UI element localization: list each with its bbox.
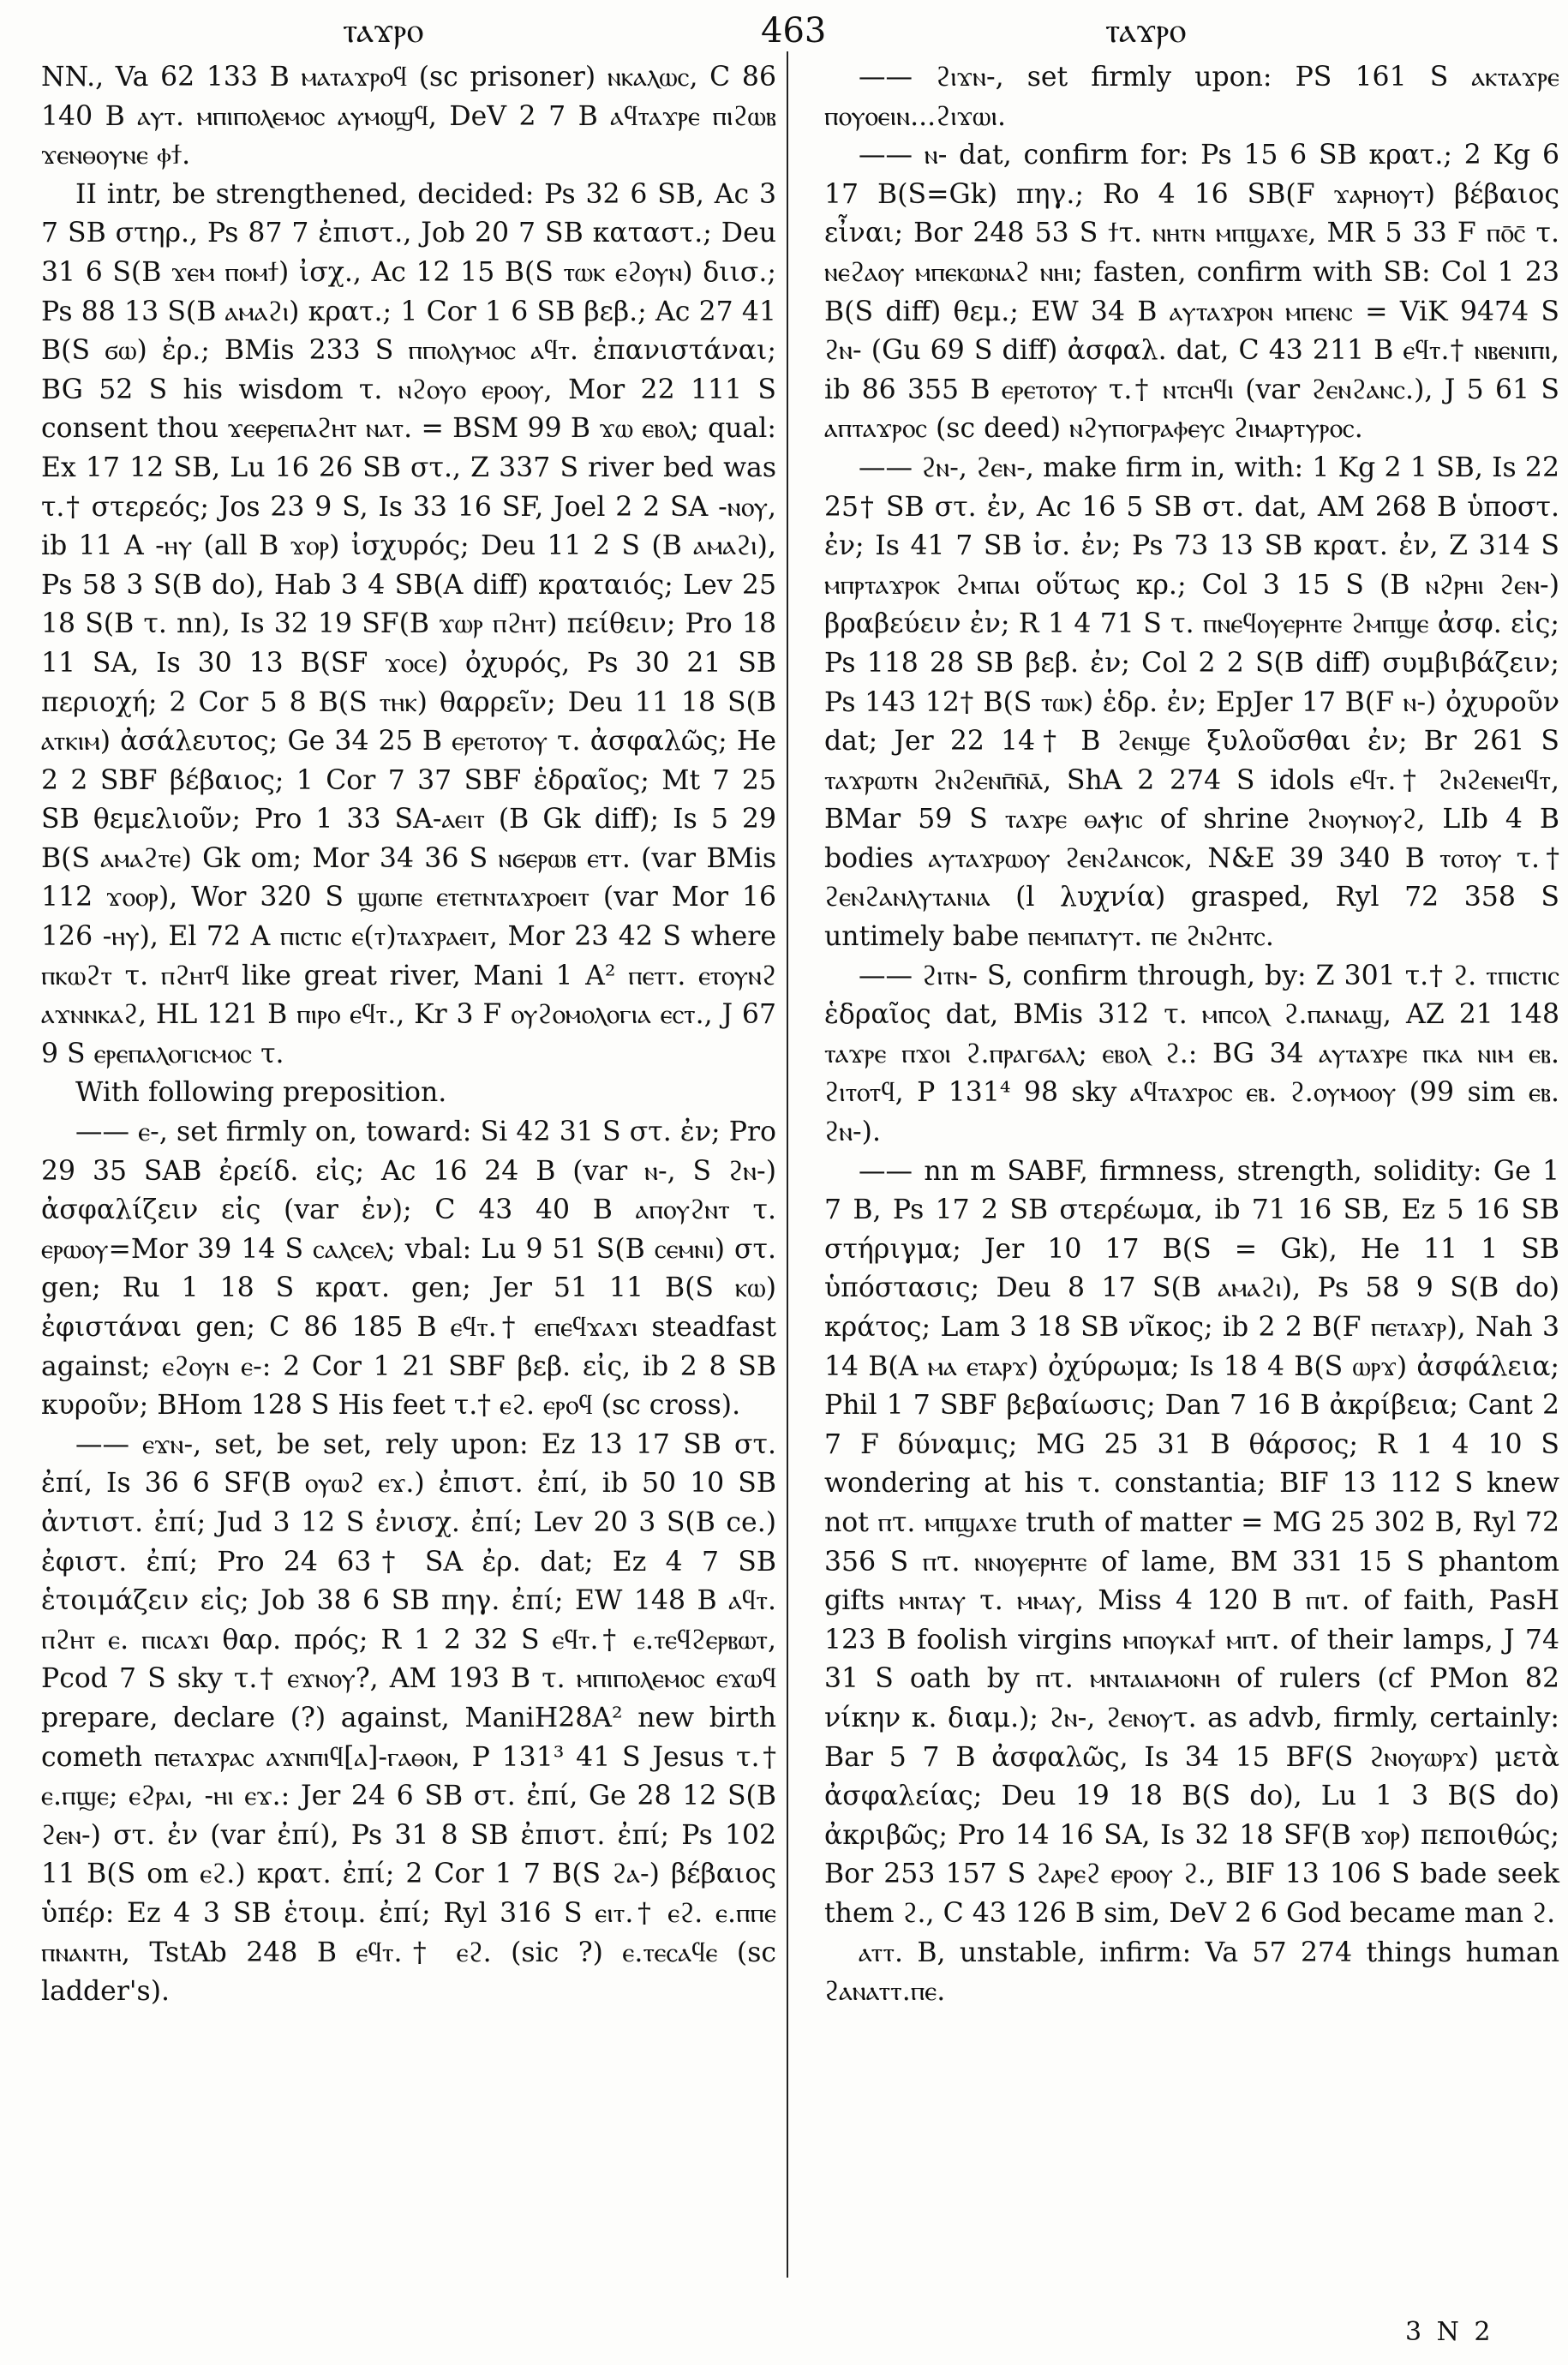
left-column [41, 58, 776, 2012]
right-column [824, 58, 1559, 2012]
entry-paragraph: —— ϩⲓϫⲛ-, set firmly upon: PS 161 S ⲁⲕⲧⲁϫⲣⲉ ⲡⲟⲩⲟⲉⲓⲛ...ϩⲓϫⲱⲓ. [824, 62, 1559, 132]
entry-paragraph: NN., Va 62 133 B ⲙⲁⲧⲁϫⲣⲟϥ (sc prisoner) ⲛⲕⲁⲗⲱⲥ, C 86 140 B ⲁⲩⲧ. ⲙⲡⲓⲡⲟⲗⲉⲙⲟⲥ ⲁⲩⲙⲟϣϥ, DeV 2 7 B ⲁϥⲧⲁϫⲣⲉ ⲡⲓϩⲱⲃ ϫⲉⲛⲑⲟⲩⲛⲉ ⲫϯ. [41, 62, 776, 171]
running-head-right: ⲧⲁϫⲣⲟ [1105, 11, 1186, 51]
running-head-left: ⲧⲁϫⲣⲟ [343, 11, 423, 51]
entry-paragraph: —— ⲛ- dat, confirm for: Ps 15 6 SB κρατ.; 2 Kg 6 17 B(S=Gk) πηγ.; Ro 4 16 SB(F ϫⲁⲣⲏⲟⲩⲧ) βέβαιος εἶναι; Bor 248 53 S ϯτ. ⲛⲏⲧⲛ ⲙⲡϣⲁϫⲉ, MR 5 33 F ⲡⲟ̄ⲥ̄ τ. ⲛⲉϩⲁⲟⲩ ⲙⲡⲉⲕⲱⲛⲁϩ ⲛⲏⲓ; fasten, confirm with SB: Col 1 23 B(S diff) θεμ.; EW 34 B ⲁⲩⲧⲁϫⲣⲟⲛ ⲙⲡⲉⲛⲥ = ViK 9474 S ϩⲛ- (Gu 69 S diff) ἀσφαλ. dat, C 43 211 B ⲉϥⲧ.† ⲛⲃⲉⲛⲓⲡⲓ, ib 86 355 B ⲉⲣⲉⲧⲟⲧⲟⲩ τ.† ⲛⲧⲥⲏϥⲓ (var ϩⲉⲛϩⲁⲛⲥ.), J 5 61 S ⲁⲡⲧⲁϫⲣⲟⲥ (sc deed) ⲛϩⲩⲡⲟⲅⲣⲁⲫⲉⲩⲥ ϩⲓⲙⲁⲣⲧⲩⲣⲟⲥ. [824, 140, 1559, 445]
entry-paragraph: —— ⲉ-, set firmly on, toward: Si 42 31 S στ. ἐν; Pro 29 35 SAB ἐρείδ. εἰς; Ac 16 24 B (var ⲛ-, S ϩⲛ-) ἀσφαλίζειν εἰς (var ἐν); C 43 40 B ⲁⲡⲟⲩϩⲛⲧ τ. ⲉⲣⲱⲟⲩ=Mor 39 14 S ⲥⲁⲗⲥⲉⲗ; vbal: Lu 9 51 S(B ⲥⲉⲙⲛⲓ) στ. gen; Ru 1 18 S κρατ. gen; Jer 51 11 B(S ⲕⲱ) ἐφιστάναι gen; C 86 185 B ⲉϥⲧ.† ⲉⲡⲉϥϫⲁϫⲓ steadfast against; ⲉϩⲟⲩⲛ ⲉ-: 2 Cor 1 21 SBF βεβ. εἰς, ib 2 8 SB κυροῦν; BHom 128 S His feet τ.† ⲉϩ. ⲉⲣⲟϥ (sc cross). [41, 1117, 776, 1422]
entry-paragraph: —— ⲉϫⲛ-, set, be set, rely upon: Ez 13 17 SB στ. ἐπί, Is 36 6 SF(B ⲟⲩⲱϩ ⲉϫ.) ἐπιστ. ἐπί, ib 50 10 SB ἀντιστ. ἐπί; Jud 3 12 S ἐνισχ. ἐπί; Lev 20 3 S(B ce.) ἐφιστ. ἐπί; Pro 24 63† SA ἐρ. dat; Ez 4 7 SB ἑτοιμάζειν εἰς; Job 38 6 SB πηγ. ἐπί; EW 148 B ⲁϥⲧ. ⲡϩⲏⲧ ⲉ. ⲡⲓⲥⲁϫⲓ θαρ. πρός; R 1 2 32 S ⲉϥⲧ.† ⲉ.ⲧⲉϥϩⲉⲣⲃⲱⲧ, Pcod 7 S sky τ.† ⲉϫⲛⲟⲩ?, AM 193 B τ. ⲙⲡⲓⲡⲟⲗⲉⲙⲟⲥ ⲉϫⲱϥ prepare, declare (?) against, ManiH28A² new birth cometh ⲡⲉⲧⲁϫⲣⲁⲥ ⲁϫⲛⲡⲓϥ[ⲁ]-ⲅⲁⲑⲟⲛ, P 131³ 41 S Jesus τ.† ⲉ.ⲡϣⲉ; ⲉϩⲣⲁⲓ, -ⲏⲓ ⲉϫ.: Jer 24 6 SB στ. ἐπί, Ge 28 12 S(B ϩⲉⲛ-) στ. ἐν (var ἐπί), Ps 31 8 SB ἐπιστ. ἐπί; Ps 102 11 B(S om ⲉϩ.) κρατ. ἐπί; 2 Cor 1 7 B(S ϩⲁ-) βέβαιος ὑπέρ: Ez 4 3 SB ἑτοιμ. ἐπί; Ryl 316 S ⲉⲓⲧ.† ⲉϩ. ⲉ.ⲡⲡⲉ ⲡⲛⲁⲛⲧⲏ, TstAb 248 B ⲉϥⲧ.† ⲉϩ. (sic ?) ⲉ.ⲧⲉⲥⲁϥⲉ (sc ladder's). [41, 1428, 776, 2008]
signature-mark: 3 N 2 [1405, 2317, 1494, 2347]
entry-paragraph: ⲁⲧⲧ. B, unstable, infirm: Va 57 274 things human ϩⲁⲛⲁⲧⲧ.ⲡⲉ. [824, 1937, 1559, 2008]
entry-paragraph: II intr, be strengthened, decided: Ps 32 6 SB, Ac 3 7 SB στηρ., Ps 87 7 ἐπιστ., Job 20 7 SB καταστ.; Deu 31 6 S(B ϫⲉⲙ ⲡⲟⲙϯ) ἰσχ., Ac 12 15 B(S ⲧⲱⲕ ⲉϩⲟⲩⲛ) διισ.; Ps 88 13 S(B ⲁⲙⲁϩⲓ) κρατ.; 1 Cor 1 6 SB βεβ.; Ac 27 41 B(S ϭⲱ) ἐρ.; BMis 233 S ⲡⲡⲟⲗⲩⲙⲟⲥ ⲁϥⲧ. ἐπανιστάναι; BG 52 S his wisdom τ. ⲛϩⲟⲩⲟ ⲉⲣⲟⲟⲩ, Mor 22 111 S consent thou ϫⲉⲉⲣⲉⲡⲁϩⲏⲧ ⲛⲁⲧ. = BSM 99 B ϫⲱ ⲉⲃⲟⲗ; qual: Ex 17 12 SB, Lu 16 26 SB στ., Z 337 S river bed was τ.† στερεός; Jos 23 9 S, Is 33 16 SF, Joel 2 2 SA -ⲛⲟⲩ, ib 11 A -ⲏⲩ (all B ϫⲟⲣ) ἰσχυρός; Deu 11 2 S (B ⲁⲙⲁϩⲓ), Ps 58 3 S(B do), Hab 3 4 SB(A diff) κραταιός; Lev 25 18 S(B τ. nn), Is 32 19 SF(B ϫⲱⲣ ⲡϩⲏⲧ) πείθειν; Pro 18 11 SA, Is 30 13 B(SF ϫⲟⲥⲉ) ὀχυρός, Ps 30 21 SB περιοχή; 2 Cor 5 8 B(S ⲧⲏⲕ) θαρρεῖν; Deu 11 18 S(B ⲁⲧⲕⲓⲙ) ἀσάλευτος; Ge 34 25 B ⲉⲣⲉⲧⲟⲧⲟⲩ τ. ἀσφαλῶς; He 2 2 SBF βέβαιος; 1 Cor 7 37 SBF ἑδραῖος; Mt 7 25 SB θεμελιοῦν; Pro 1 33 SA-ⲁⲉⲓⲧ (B Gk diff); Is 5 29 B(S ⲁⲙⲁϩⲧⲉ) Gk om; Mor 34 36 S ⲛϭⲉⲣⲱⲃ ⲉⲧⲧ. (var BMis 112 ϫⲟⲟⲣ), Wor 320 S ϣⲱⲡⲉ ⲉⲧⲉⲧⲛⲧⲁϫⲣⲟⲉⲓⲧ (var Mor 16 126 -ⲏⲩ), El 72 A ⲡⲓⲥⲧⲓⲥ ⲉ(ⲧ)ⲧⲁϫⲣⲁⲉⲓⲧ, Mor 23 42 S where ⲡⲕⲱϩⲧ τ. ⲡϩⲏⲧϥ like great river, Mani 1 A² ⲡⲉⲧⲧ. ⲉⲧⲟⲩⲛϩ ⲁϫⲛⲛⲕⲁϩ, HL 121 B ⲡⲓⲣⲟ ⲉϥⲧ., Kr 3 F ⲟⲩϩⲟⲙⲟⲗⲟⲅⲓⲁ ⲉⲥⲧ., J 67 9 S ⲉⲣⲉⲡⲁⲗⲟⲅⲓⲥⲙⲟⲥ τ. [41, 178, 776, 1069]
entry-paragraph: —— ϩⲛ-, ϩⲉⲛ-, make firm in, with: 1 Kg 2 1 SB, Is 22 25† SB στ. ἐν, Ac 16 5 SB στ. dat, AM 268 B ὑποστ. ἐν; Is 41 7 SB ἰσ. ἐν; Ps 73 13 SB κρατ. ἐν, Z 314 S ⲙⲡⲣⲧⲁϫⲣⲟⲕ ϩⲙⲡⲁⲓ οὕτως κρ.; Col 3 15 S (B ⲛϩⲣⲏⲓ ϩⲉⲛ-) βραβεύειν ἐν; R 1 4 71 S τ. ⲡⲛⲉϥⲟⲩⲉⲣⲏⲧⲉ ϩⲙⲡϣⲉ ἀσφ. εἰς; Ps 118 28 SB βεβ. ἐν; Col 2 2 S(B diff) συμβιβάζειν; Ps 143 12† B(S ⲧⲱⲕ) ἑδρ. ἐν; EpJer 17 B(F ⲛ-) ὀχυροῦν dat; Jer 22 14† B ϩⲉⲛϣⲉ ξυλοῦσθαι ἐν; Br 261 S ⲧⲁϫⲣⲱⲧⲛ ϩⲛϩⲉⲛⲡ̄ⲛ̄ⲁ̄, ShA 2 274 S idols ⲉϥⲧ.† ϩⲛϩⲉⲛⲉⲓϥⲧ, BMar 59 S ⲧⲁϫⲣⲉ ⲑⲁⲯⲓⲥ of shrine ϩⲛⲟⲩⲛⲟⲩϩ, LIb 4 B bodies ⲁⲩⲧⲁϫⲣⲱⲟⲩ ϩⲉⲛϩⲁⲛⲥⲟⲕ, N&E 39 340 B ⲧⲟⲧⲟⲩ τ.† ϩⲉⲛϩⲁⲛⲗⲩⲧⲁⲛⲓⲁ (l λυχνία) grasped, Ryl 72 358 S untimely babe ⲡⲉⲙⲡⲁⲧⲩⲧ. ⲡⲉ ϩⲛϩⲏⲧⲥ. [824, 452, 1559, 953]
column-divider [787, 51, 788, 2278]
page-number: 463 [761, 11, 827, 51]
page-header [0, 0, 1568, 62]
entry-paragraph: —— ϩⲓⲧⲛ- S, confirm through, by: Z 301 τ.† ϩ. ⲧⲡⲓⲥⲧⲓⲥ ἑδραῖος dat, BMis 312 τ. ⲙⲡⲥⲟⲗ ϩ.ⲡⲁⲛⲁϣ, AZ 21 148 ⲧⲁϫⲣⲉ ⲡϫⲟⲓ ϩ.ⲡⲣⲁⲅϭⲁⲗ; ⲉⲃⲟⲗ ϩ.: BG 34 ⲁⲩⲧⲁϫⲣⲉ ⲡⲕⲁ ⲛⲓⲙ ⲉⲃ. ϩⲓⲧⲟⲧϥ, P 131⁴ 98 sky ⲁϥⲧⲁϫⲣⲟⲥ ⲉⲃ. ϩ.ⲟⲩⲙⲟⲟⲩ (99 sim ⲉⲃ. ϩⲛ-). [824, 960, 1559, 1148]
entry-paragraph: With following preposition. [75, 1077, 447, 1109]
entry-paragraph: —— nn m SABF, firmness, strength, solidity: Ge 1 7 B, Ps 17 2 SB στερέωμα, ib 71 16 SB, Ez 5 16 SB στήριγμα; Jer 10 17 B(S = Gk), He 11 1 SB ὑπόστασις; Deu 8 17 S(B ⲁⲙⲁϩⲓ), Ps 58 9 S(B do) κράτος; Lam 3 18 SB νῖκος; ib 2 2 B(F ⲡⲉⲧⲁϫⲣ), Nah 3 14 B(A ⲙⲁ ⲉⲧⲁⲣϫ) ὀχύρωμα; Is 18 4 B(S ⲱⲣϫ) ἀσφάλεια; Phil 1 7 SBF βεβαίωσις; Dan 7 16 B ἀκρίβεια; Cant 2 7 F δύναμις; MG 25 31 B θάρσος; R 1 4 10 S wondering at his τ. constantia; BIF 13 112 S knew not ⲡτ. ⲙⲡϣⲁϫⲉ truth of matter = MG 25 302 B, Ryl 72 356 S ⲡτ. ⲛⲛⲟⲩⲉⲣⲏⲧⲉ of lame, BM 331 15 S phantom gifts ⲙⲛⲧⲁⲩ τ. ⲙⲙⲁⲩ, Miss 4 120 B ⲡⲓτ. of faith, PasH 123 B foolish virgins ⲙⲡⲟⲩⲕⲁϯ ⲙⲡτ. of their lamps, J 74 31 S oath by ⲡτ. ⲙⲛⲧⲁⲓⲁⲙⲟⲛⲏ of rulers (cf PMon 82 νίκην κ. διαμ.); ϩⲛ-, ϩⲉⲛⲟⲩτ. as advb, firmly, certainly: Bar 5 7 B ἀσφαλῶς, Is 34 15 BF(S ϩⲛⲟⲩⲱⲣϫ) μετὰ ἀσφαλείας; Deu 19 18 B(S do), Lu 1 3 B(S do) ἀκριβῶς; Pro 14 16 SA, Is 32 18 SF(B ϫⲟⲣ) πεποιθώς; Bor 253 157 S ϩⲁⲣⲉϩ ⲉⲣⲟⲟⲩ ϩ., BIF 13 106 S bade seek them ϩ., C 43 126 B sim, DeV 2 6 God became man ϩ. [824, 1155, 1559, 1929]
